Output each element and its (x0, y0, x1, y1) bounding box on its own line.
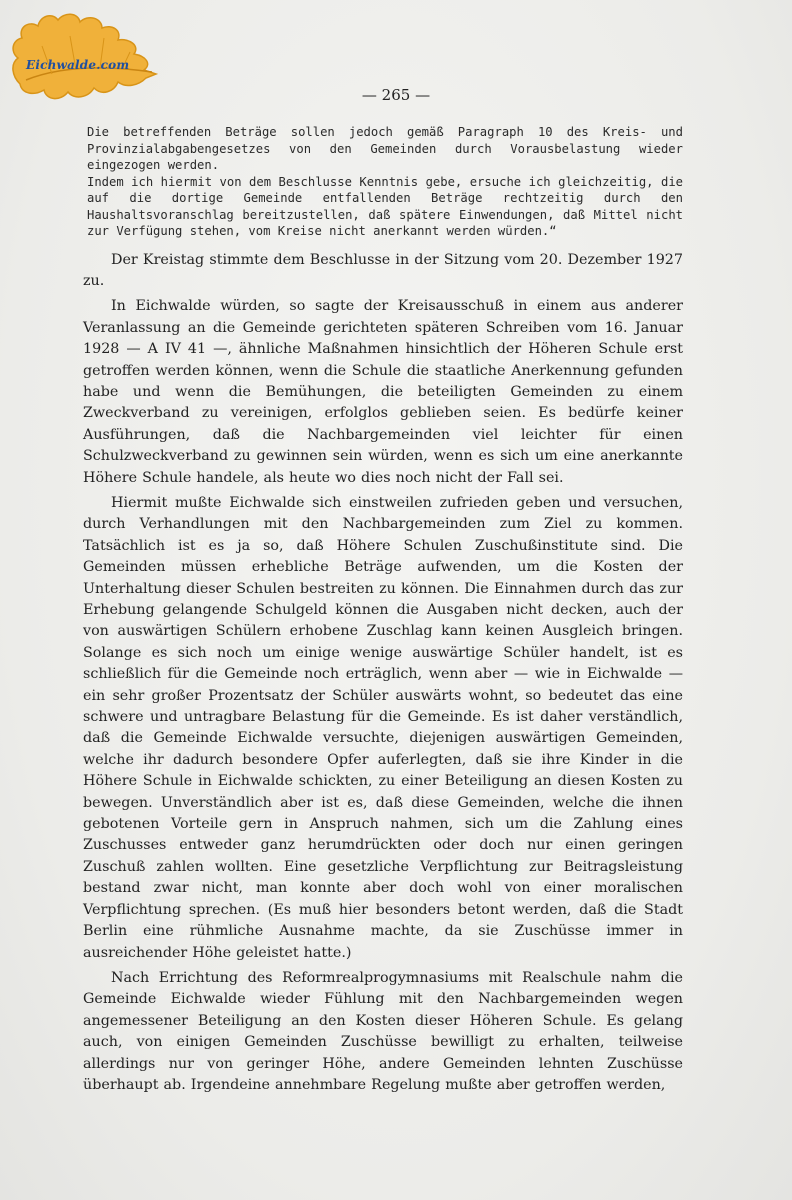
quote-paragraph: Indem ich hiermit von dem Beschlusse Kenntnis gebe, ersuche ich gleichzeitig, die auf die dortige Gemeinde entfallenden Beträge rechtzeitig durch den Haushaltsvoranschlag bereitzustellen, daß spätere Einwendungen, daß Mittel nicht zur Verfügung stehen, vom Kreise nicht anerkannt werden würden.“ (87, 174, 683, 238)
page-number: — 265 — (361, 86, 431, 104)
body-paragraph: Der Kreistag stimmte dem Beschlusse in der Sitzung vom 20. Dezember 1927 zu. (83, 251, 683, 289)
logo-text: Eichwalde.com (26, 58, 130, 72)
body-paragraph: Hiermit mußte Eichwalde sich einstweilen zufrieden geben und versuchen, durch Verhandlungen mit den Nachbargemeinden zum Ziel zu kommen. Tatsächlich ist es ja so, daß Höhere Schulen Zuschußinstitute sind. Die Gemeinden müssen erhebliche Beträge aufwenden, um die Kosten der Unterhaltung dieser Schulen bestreiten zu können. Die Einnahmen durch das zur Erhebung gelangende Schulgeld können die Ausgaben nicht decken, auch der von auswärtigen Schülern erhobene Zuschlag kann keinen Ausgleich bringen. Solange es sich noch um einige wenige auswärtige Schüler handelt, ist es schließlich für die Gemeinde noch erträglich, wenn aber — wie in Eichwalde — ein sehr großer Prozentsatz der Schüler auswärts wohnt, so bedeutet das eine schwere und untragbare Belastung für die Gemeinde. Es ist daher verständlich, daß die Gemeinde Eichwalde versuchte, diejenigen auswärtigen Gemeinden, welche ihr dadurch besondere Opfer auferlegten, daß sie ihre Kinder in die Höhere Schule in Eichwalde schickten, zu einer Beteiligung an diesen Kosten zu bewegen. Unverständlich aber ist es, daß diese Gemeinden, welche die ihnen gebotenen Vorteile gern in Anspruch nahmen, sich um die Zahlung eines Zuschusses entweder ganz herumdrückten oder doch nur einen geringen Zuschuß zahlen wollten. Eine gesetzliche Verpflichtung zur Beitragsleistung bestand zwar nicht, man konnte aber doch wohl von einer moralischen Verpflichtung sprechen. (Es muß hier besonders betont werden, daß die Stadt Berlin eine rühmliche Ausnahme machte, da sie Zuschüsse immer in ausreichender Höhe geleistet hatte.) (83, 494, 683, 961)
quoted-letter (83, 124, 683, 240)
text-body (83, 124, 683, 1096)
quote-paragraph: Die betreffenden Beträge sollen jedoch gemäß Paragraph 10 des Kreis- und Provinzialabgabengesetzes von den Gemeinden durch Vorausbelastung wieder eingezogen werden. (87, 125, 683, 172)
body-paragraph: In Eichwalde würden, so sagte der Kreisausschuß in einem aus anderer Veranlassung an die Gemeinde gerichteten späteren Schreiben vom 16. Januar 1928 — A IV 41 —, ähnliche Maßnahmen hinsichtlich der Höheren Schule erst getroffen werden können, wenn die Schule die staatliche Anerkennung gefunden habe und wenn die Bemühungen, die beteiligten Gemeinden zu einem Zweckverband zu vereinigen, erfolglos geblieben seien. Es bedürfe keiner Ausführungen, daß die Nachbargemeinden viel leichter für einen Schulzweckverband zu gewinnen sein würden, wenn es sich um eine anerkannte Höhere Schule handele, als heute wo dies noch nicht der Fall sei. (83, 298, 683, 486)
body-paragraph: Nach Errichtung des Reformrealprogymnasiums mit Realschule nahm die Gemeinde Eichwalde wieder Fühlung mit den Nachbargemeinden wegen angemessener Beteiligung an den Kosten dieser Höheren Schule. Es gelang auch, von einigen Gemeinden Zuschüsse bewilligt zu erhalten, teilweise allerdings nur von geringer Höhe, andere Gemeinden lehnten Zuschüsse überhaupt ab. Irgendeine annehmbare Regelung mußte aber getroffen werden, (83, 969, 683, 1093)
